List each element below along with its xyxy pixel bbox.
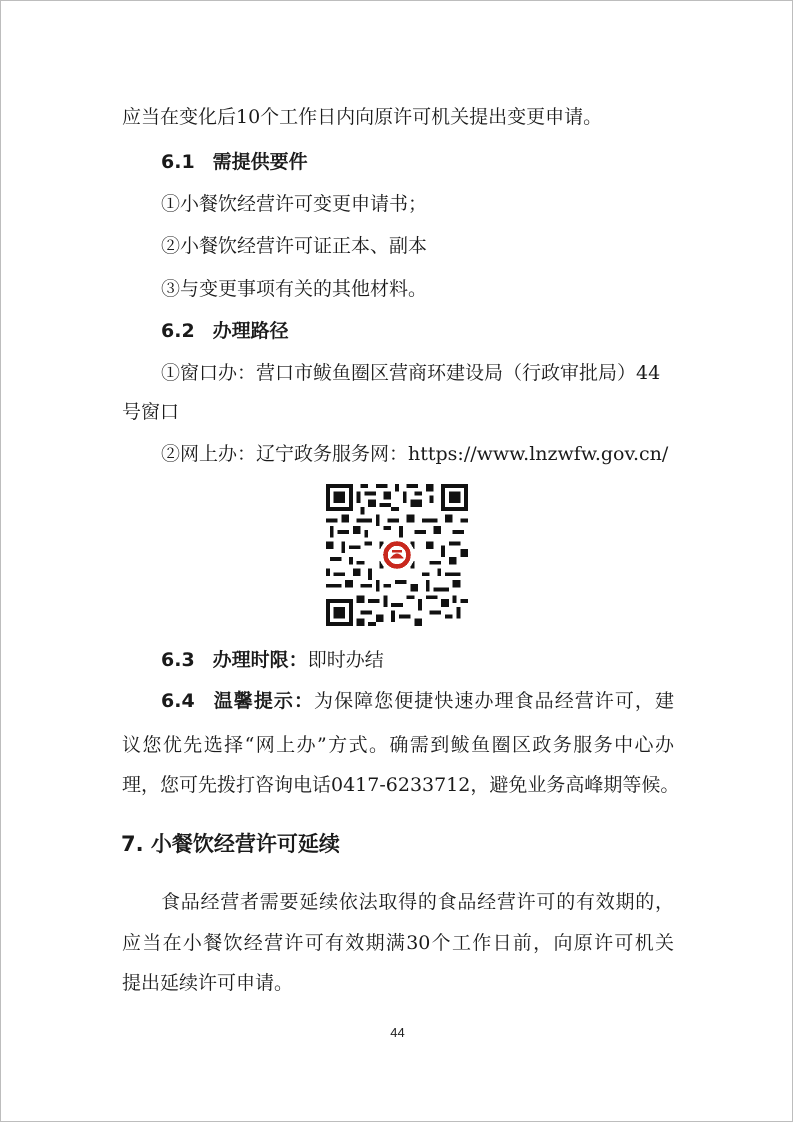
page-number: 44 — [390, 1025, 405, 1040]
qr-code-icon[interactable] — [326, 484, 468, 626]
section-number: 6.1 — [161, 151, 195, 173]
section-label: 温馨提示： — [212, 690, 315, 712]
paragraph-line: 提出延续许可申请。 — [122, 972, 294, 994]
list-item: ①窗口办：营口市鲅鱼圈区营商环建设局（行政审批局）44 — [161, 362, 661, 384]
section-number: 6.4 — [161, 690, 195, 712]
paragraph-line: 议您优先选择“网上办”方式。确需到鲅鱼圈区政务服务中心办 — [122, 734, 674, 756]
section-value: 即时办结 — [307, 649, 384, 671]
section-6-1-heading — [161, 150, 308, 174]
website-link[interactable]: ②网上办：辽宁政务服务网：https://www.lnzwfw.gov.cn/ — [161, 443, 669, 465]
red-circle-logo-icon — [379, 537, 414, 572]
section-number: 6.3 — [161, 649, 195, 671]
section-6-3-heading — [161, 648, 384, 672]
section-6-4-heading — [161, 689, 674, 713]
paragraph-line: 理，您可先拨打咨询电话0417-6233712，避免业务高峰期等候。 — [122, 774, 680, 796]
list-item: ②小餐饮经营许可证正本、副本 — [161, 235, 428, 257]
list-item-continuation: 号窗口 — [122, 401, 180, 423]
list-item: ①小餐饮经营许可变更申请书； — [161, 193, 428, 215]
paragraph-text: 为保障您便捷快速办理食品经营许可，建 — [314, 690, 674, 712]
paragraph-line: 应当在变化后10个工作日内向原许可机关提出变更申请。 — [122, 106, 603, 128]
paragraph-line: 食品经营者需要延续依法取得的食品经营许可的有效期的， — [161, 891, 674, 913]
list-item: ③与变更事项有关的其他材料。 — [161, 278, 428, 300]
section-number: 6.2 — [161, 320, 195, 342]
section-6-2-heading — [161, 319, 289, 343]
section-label: 办理时限： — [212, 649, 308, 671]
section-title: 办理路径 — [212, 320, 289, 342]
paragraph-line: 应当在小餐饮经营许可有效期满30个工作日前，向原许可机关 — [122, 932, 674, 954]
section-title: 需提供要件 — [212, 151, 308, 173]
section-7-heading: 7. 小餐饮经营许可延续 — [121, 832, 340, 856]
